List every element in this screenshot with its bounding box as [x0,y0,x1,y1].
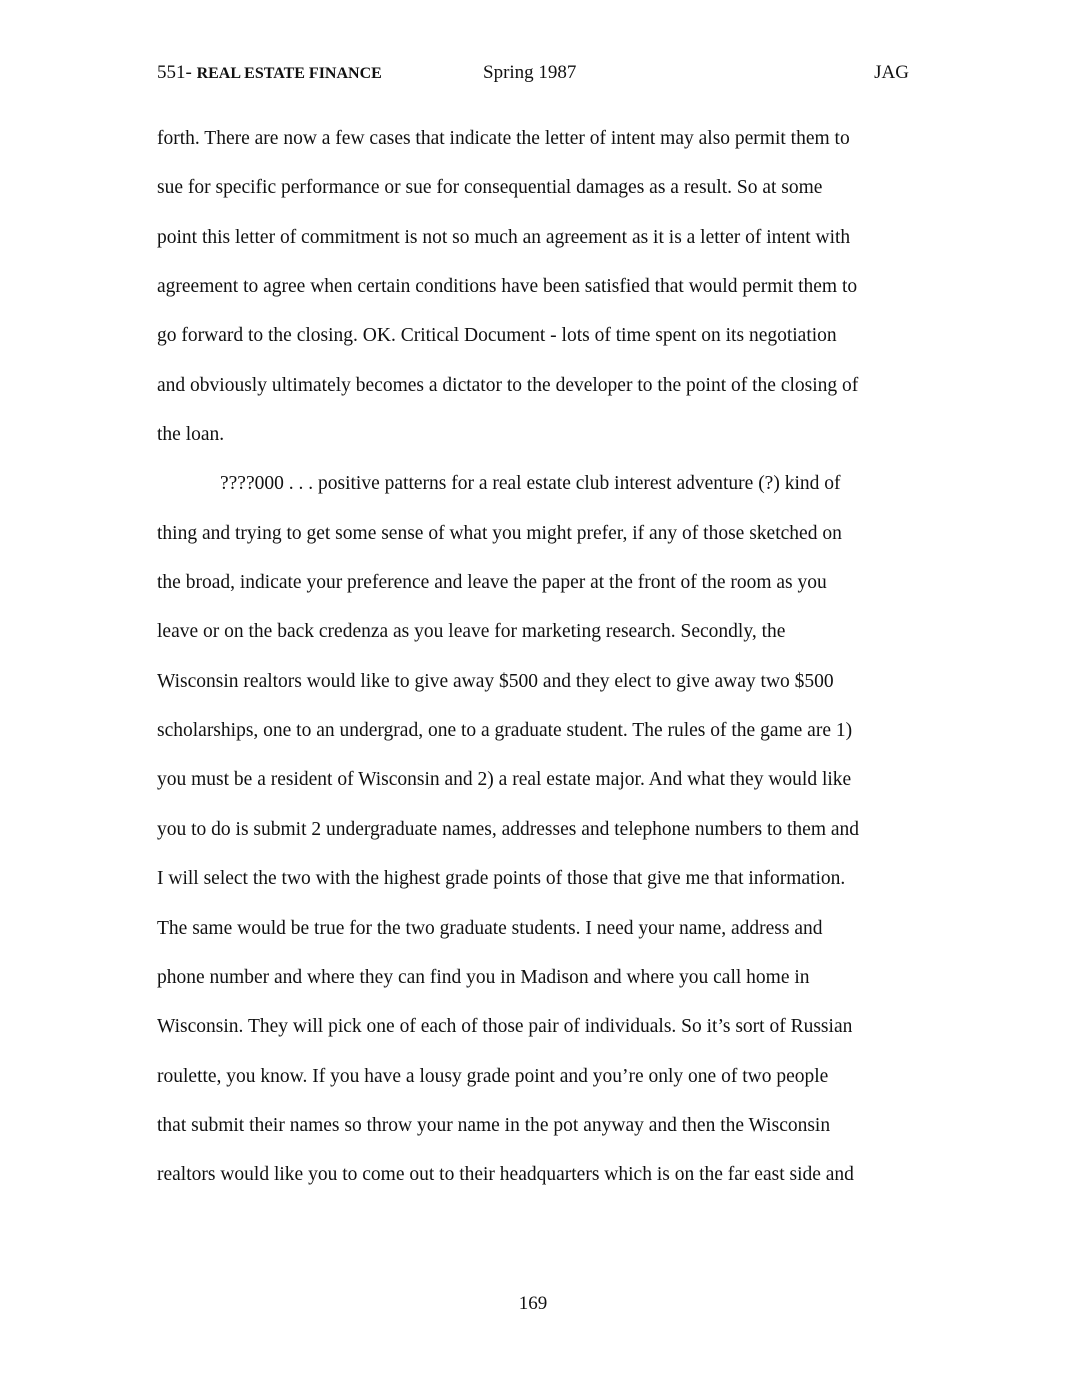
text-line: thing and trying to get some sense of what you might prefer, if any of those sketched on [157,522,842,544]
text-line: point this letter of commitment is not so much an agreement as it is a letter of intent with [157,226,851,248]
text-line: Wisconsin realtors would like to give away $500 and they elect to give away two $500 [157,670,834,692]
term-label: Spring 1987 [483,62,577,83]
text-line: agreement to agree when certain conditions have been satisfied that would permit them to [157,276,858,298]
text-line: the loan. [157,424,225,446]
text-line: realtors would like you to come out to their headquarters which is on the far east side and [157,1164,854,1186]
text-line: the broad, indicate your preference and leave the paper at the front of the room as you [157,572,827,594]
text-line: you must be a resident of Wisconsin and 2) a real estate major. And what they would like [157,769,852,791]
text-line: you to do is submit 2 undergraduate names, addresses and telephone numbers to them and [157,818,860,840]
text-line: The same would be true for the two graduate students. I need your name, address and [157,917,823,939]
text-line: sue for specific performance or sue for consequential damages as a result. So at some [157,177,823,199]
text-line: phone number and where they can find you in Madison and where you call home in [157,966,810,988]
text-line: and obviously ultimately becomes a dictator to the developer to the point of the closing of [157,374,859,396]
text-line: go forward to the closing. OK. Critical Document - lots of time spent on its negotiation [157,325,837,347]
text-line: forth. There are now a few cases that indicate the letter of intent may also permit them to [157,128,850,149]
course-title: REAL ESTATE FINANCE [196,65,382,82]
transcript-body [157,125,909,1211]
text-line: scholarships, one to an undergrad, one to a graduate student. The rules of the game are 1) [157,720,853,742]
course-label [157,62,382,84]
page-number: 169 [518,1293,548,1314]
text-line: roulette, you know. If you have a lousy grade point and you’re only one of two people [157,1065,829,1087]
author-initials: JAG [874,62,909,83]
paragraph-start-line: ????000 . . . positive patterns for a real estate club interest adventure (?) kind of [220,473,841,495]
text-line: I will select the two with the highest grade points of those that give me that information. [157,868,846,890]
text-line: that submit their names so throw your name in the pot anyway and then the Wisconsin [157,1114,831,1136]
course-number: 551- [157,62,192,83]
page-header [157,62,909,92]
text-line: leave or on the back credenza as you leave for marketing research. Secondly, the [157,621,786,643]
text-line: Wisconsin. They will pick one of each of those pair of individuals. So it’s sort of Russian [157,1016,853,1038]
